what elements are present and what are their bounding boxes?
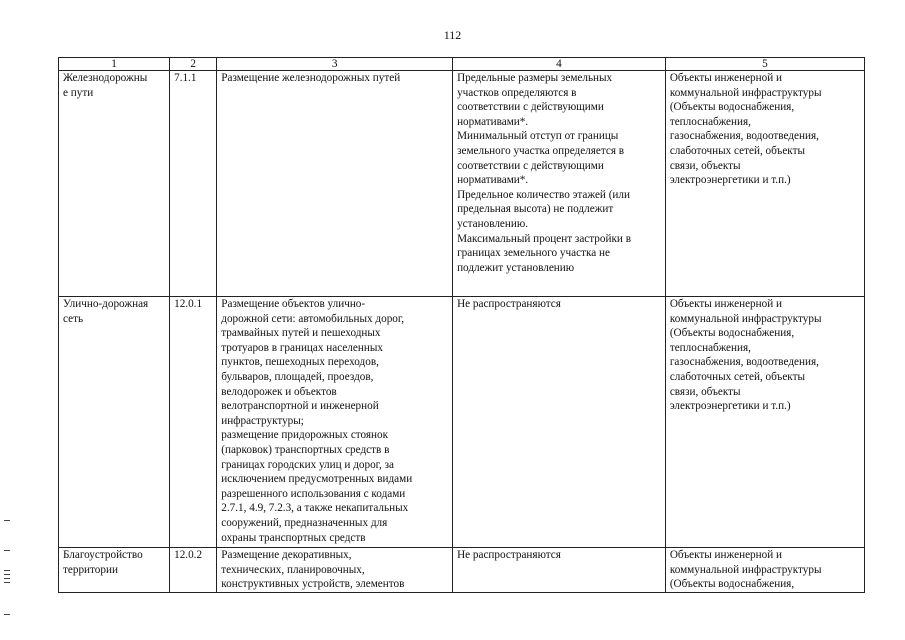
use-name: Железнодорожны е пути (63, 72, 148, 99)
page-number: 112 (443, 28, 462, 42)
scan-margin-marks (4, 520, 10, 620)
use-description-cell (217, 548, 453, 593)
land-use-table (58, 57, 865, 593)
use-name: Улично-дорожная сеть (63, 298, 149, 325)
auxiliary-uses: Объекты инженерной и коммунальной инфраструктуры (Объекты водоснабжения, теплоснабжения, газоснабжения, водоотведения, слаботочных сетей, объекты связи, объекты электроэнергетики и т.п.) (669, 298, 822, 413)
use-code-cell (170, 71, 217, 297)
table-row (59, 71, 865, 297)
table-row (59, 548, 865, 593)
use-parameters-cell (453, 297, 666, 548)
use-description: Размещение объектов улично- дорожной сети: автомобильных дорог, трамвайных путей и пешеходных тротуаров в границах населенных пунктов, пешеходных переходов, бульваров, площадей, проездов, велодорожек и объектов велотранспортной и инженерной инфраструктуры; размещение придорожных стоянок (парковок) транспортных средств в границах городских улиц и дорог, за исключением предусмотренных видами разрешенного использования с кодами 2.7.1, 4.9, 7.2.3, а также некапитальных сооружений, предназначенных для охраны транспортных средств (221, 298, 413, 544)
column-header-2: 2 (170, 58, 217, 71)
use-code: 7.1.1 (174, 72, 197, 84)
auxiliary-uses-cell (665, 297, 864, 548)
use-description: Размещение декоративных, технических, планировочных, конструктивных устройств, элементов (221, 549, 405, 591)
column-header-3: 3 (217, 58, 453, 71)
auxiliary-uses-cell (665, 71, 864, 297)
use-code-cell (170, 548, 217, 593)
table-row (59, 297, 865, 548)
use-name-cell (59, 297, 170, 548)
use-parameters: Не распространяются (457, 549, 561, 561)
auxiliary-uses-cell (665, 548, 864, 593)
use-parameters: Не распространяются (457, 298, 561, 310)
use-name: Благоустройство территории (63, 549, 143, 576)
use-name-cell (59, 71, 170, 297)
auxiliary-uses: Объекты инженерной и коммунальной инфраструктуры (Объекты водоснабжения, (669, 549, 822, 591)
use-code: 12.0.1 (174, 298, 203, 310)
use-description: Размещение железнодорожных путей (221, 72, 401, 84)
column-header-1: 1 (59, 58, 170, 71)
column-header-5: 5 (665, 58, 864, 71)
use-name-cell (59, 548, 170, 593)
auxiliary-uses: Объекты инженерной и коммунальной инфраструктуры (Объекты водоснабжения, теплоснабжения, газоснабжения, водоотведения, слаботочных сетей, объекты связи, объекты электроэнергетики и т.п.) (669, 72, 822, 187)
use-code: 12.0.2 (174, 549, 203, 561)
table-header-row (59, 58, 865, 71)
column-header-4: 4 (453, 58, 666, 71)
use-code-cell (170, 297, 217, 548)
use-parameters-cell (453, 548, 666, 593)
use-parameters-cell (453, 71, 666, 297)
use-description-cell (217, 297, 453, 548)
use-description-cell (217, 71, 453, 297)
use-parameters: Предельные размеры земельных участков определяются в соответствии с действующими нормативами*. Минимальный отступ от границы земельного участка определяется в соответствии с действующими нормативами*. Предельное количество этажей (или предельная высота) не подлежит установлению. Максимальный процент застройки в границах земельного участка не подлежит установлению (457, 72, 631, 274)
